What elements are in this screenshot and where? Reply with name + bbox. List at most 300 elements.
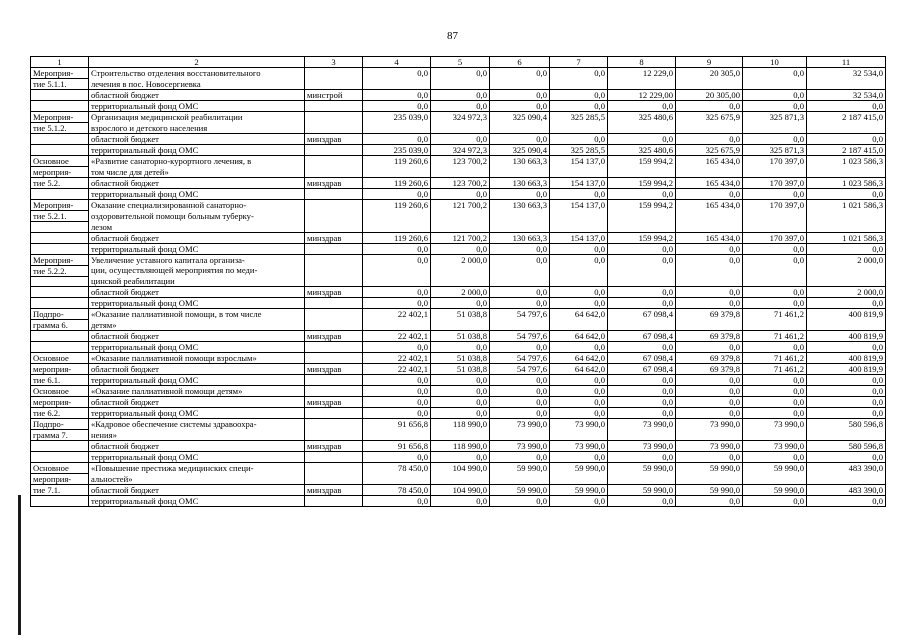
row-value: 0,0 [363, 134, 431, 145]
row-value: 0,0 [490, 254, 550, 265]
table-row [31, 408, 886, 419]
row-value: 32 534,0 [807, 68, 886, 79]
row-value [431, 474, 490, 485]
row-value: 59 990,0 [743, 485, 807, 496]
row-value: 0,0 [676, 397, 743, 408]
row-value: 119 260,6 [363, 178, 431, 189]
row-description: территориальный фонд ОМС [89, 101, 305, 112]
row-value: 59 990,0 [550, 463, 608, 474]
row-value: 0,0 [676, 134, 743, 145]
row-value: 154 137,0 [550, 178, 608, 189]
row-value: 12 229,0 [608, 68, 676, 79]
row-value: 0,0 [743, 243, 807, 254]
row-value: 0,0 [807, 134, 886, 145]
row-description: том числе для детей» [89, 167, 305, 178]
table-row [31, 101, 886, 112]
row-description: цинской реабилитации [89, 276, 305, 287]
row-value [743, 430, 807, 441]
row-value: 325 090,4 [490, 112, 550, 123]
row-value: 0,0 [363, 386, 431, 397]
row-program-label: Основное [31, 386, 89, 397]
table-row [31, 79, 886, 90]
row-value: 2 000,0 [807, 287, 886, 298]
scan-edge-mark [18, 495, 21, 635]
row-executor [305, 430, 363, 441]
table-row [31, 167, 886, 178]
row-value: 123 700,2 [431, 156, 490, 167]
row-value: 400 819,9 [807, 309, 886, 320]
row-value: 170 397,0 [743, 156, 807, 167]
row-description: областной бюджет [89, 287, 305, 298]
row-value [743, 167, 807, 178]
row-value: 0,0 [743, 397, 807, 408]
row-executor [305, 79, 363, 90]
row-value: 170 397,0 [743, 232, 807, 243]
row-value: 0,0 [490, 90, 550, 101]
row-value [550, 320, 608, 331]
row-value: 325 871,3 [743, 145, 807, 156]
row-value: 59 990,0 [490, 485, 550, 496]
row-executor [305, 375, 363, 386]
row-value: 0,0 [676, 386, 743, 397]
row-value: 0,0 [431, 496, 490, 507]
row-value: 0,0 [743, 134, 807, 145]
row-value: 0,0 [431, 408, 490, 419]
row-value [431, 167, 490, 178]
row-value: 0,0 [550, 287, 608, 298]
row-value: 71 461,2 [743, 331, 807, 342]
row-value: 20 305,0 [676, 68, 743, 79]
row-program-label [31, 222, 89, 233]
row-value: 54 797,6 [490, 353, 550, 364]
row-value: 32 534,0 [807, 90, 886, 101]
table-row [31, 375, 886, 386]
row-executor: минздрав [305, 178, 363, 189]
row-value: 165 434,0 [676, 156, 743, 167]
table-row [31, 342, 886, 353]
row-value: 118 990,0 [431, 419, 490, 430]
row-value [807, 276, 886, 287]
row-value: 0,0 [807, 386, 886, 397]
row-value [676, 430, 743, 441]
row-value: 0,0 [608, 243, 676, 254]
row-program-label [31, 342, 89, 353]
row-value [608, 123, 676, 134]
row-value: 159 994,2 [608, 232, 676, 243]
row-value: 0,0 [807, 243, 886, 254]
row-value: 580 596,8 [807, 441, 886, 452]
row-value [363, 320, 431, 331]
row-executor: минздрав [305, 441, 363, 452]
row-value: 325 480,6 [608, 112, 676, 123]
table-row [31, 320, 886, 331]
row-value: 0,0 [363, 342, 431, 353]
row-value: 159 994,2 [608, 200, 676, 211]
row-value: 0,0 [676, 408, 743, 419]
column-header: 4 [363, 57, 431, 68]
row-description: лечения в пос. Новосергиевка [89, 79, 305, 90]
row-value: 580 596,8 [807, 419, 886, 430]
row-program-label [31, 287, 89, 298]
row-executor [305, 200, 363, 211]
row-value: 0,0 [608, 101, 676, 112]
row-value: 67 098,4 [608, 309, 676, 320]
row-value: 0,0 [743, 375, 807, 386]
row-value: 0,0 [550, 397, 608, 408]
row-value: 154 137,0 [550, 232, 608, 243]
row-value: 325 675,9 [676, 112, 743, 123]
row-description: взрослого и детского населения [89, 123, 305, 134]
row-value [550, 167, 608, 178]
table-row [31, 353, 886, 364]
row-description: территориальный фонд ОМС [89, 375, 305, 386]
row-value: 59 990,0 [743, 463, 807, 474]
row-value: 64 642,0 [550, 353, 608, 364]
row-value [550, 276, 608, 287]
table-row [31, 156, 886, 167]
row-program-label [31, 232, 89, 243]
row-description: областной бюджет [89, 134, 305, 145]
row-value: 154 137,0 [550, 156, 608, 167]
row-value: 2 187 415,0 [807, 112, 886, 123]
row-description: областной бюджет [89, 397, 305, 408]
row-program-label [31, 189, 89, 200]
row-program-label: Мероприя- [31, 112, 89, 123]
row-program-label [31, 452, 89, 463]
row-value: 71 461,2 [743, 364, 807, 375]
row-value [743, 222, 807, 233]
row-value: 1 021 586,3 [807, 200, 886, 211]
row-value: 130 663,3 [490, 178, 550, 189]
row-value: 0,0 [743, 298, 807, 309]
row-value: 22 402,1 [363, 331, 431, 342]
table-row [31, 474, 886, 485]
row-value: 0,0 [550, 243, 608, 254]
row-program-label: мероприя- [31, 167, 89, 178]
row-program-label: мероприя- [31, 397, 89, 408]
row-value [363, 474, 431, 485]
row-value: 0,0 [431, 298, 490, 309]
row-value: 119 260,6 [363, 232, 431, 243]
row-description: оздоровительной помощи больным туберку- [89, 211, 305, 222]
row-value: 325 675,9 [676, 145, 743, 156]
row-program-label: тие 5.2.2. [31, 265, 89, 276]
row-executor: минздрав [305, 331, 363, 342]
column-header: 1 [31, 57, 89, 68]
row-value: 73 990,0 [550, 441, 608, 452]
row-value [490, 276, 550, 287]
row-program-label [31, 243, 89, 254]
row-description: «Развитие санаторно-курортного лечения, в [89, 156, 305, 167]
row-value [431, 123, 490, 134]
row-executor [305, 320, 363, 331]
row-value [807, 123, 886, 134]
row-executor [305, 243, 363, 254]
row-value: 2 187 415,0 [807, 145, 886, 156]
row-program-label: тие 5.2. [31, 178, 89, 189]
row-executor [305, 353, 363, 364]
row-value: 73 990,0 [550, 419, 608, 430]
row-value [743, 79, 807, 90]
row-value: 0,0 [490, 408, 550, 419]
table-row [31, 222, 886, 233]
row-value: 0,0 [608, 134, 676, 145]
row-value: 154 137,0 [550, 200, 608, 211]
row-value [431, 79, 490, 90]
row-value: 51 038,8 [431, 309, 490, 320]
table-row [31, 452, 886, 463]
row-value: 0,0 [807, 101, 886, 112]
row-value: 400 819,9 [807, 331, 886, 342]
row-description: областной бюджет [89, 178, 305, 189]
row-program-label: Основное [31, 463, 89, 474]
row-value [807, 265, 886, 276]
row-value: 69 379,8 [676, 309, 743, 320]
row-value: 0,0 [743, 408, 807, 419]
column-header: 7 [550, 57, 608, 68]
row-program-label [31, 298, 89, 309]
column-header: 9 [676, 57, 743, 68]
row-description: «Повышение престижа медицинских специ- [89, 463, 305, 474]
row-value: 0,0 [431, 189, 490, 200]
row-value: 0,0 [490, 298, 550, 309]
row-value: 0,0 [550, 68, 608, 79]
row-value: 1 023 586,3 [807, 178, 886, 189]
row-value: 0,0 [490, 342, 550, 353]
row-program-label [31, 441, 89, 452]
row-value [676, 222, 743, 233]
row-executor [305, 254, 363, 265]
row-description: «Кадровое обеспечение системы здравоохра- [89, 419, 305, 430]
row-program-label [31, 276, 89, 287]
row-value: 0,0 [363, 243, 431, 254]
row-value: 104 990,0 [431, 463, 490, 474]
row-program-label [31, 145, 89, 156]
row-value: 400 819,9 [807, 353, 886, 364]
row-value: 59 990,0 [608, 463, 676, 474]
row-value: 0,0 [550, 375, 608, 386]
row-value: 0,0 [676, 189, 743, 200]
row-value: 0,0 [363, 298, 431, 309]
row-value: 22 402,1 [363, 364, 431, 375]
table-row [31, 441, 886, 452]
row-executor [305, 309, 363, 320]
row-value: 71 461,2 [743, 309, 807, 320]
row-value: 73 990,0 [490, 441, 550, 452]
row-program-label: Основное [31, 353, 89, 364]
row-value [608, 265, 676, 276]
row-description: территориальный фонд ОМС [89, 243, 305, 254]
row-value: 325 480,6 [608, 145, 676, 156]
row-executor [305, 298, 363, 309]
row-executor: минздрав [305, 485, 363, 496]
column-header: 2 [89, 57, 305, 68]
row-value: 165 434,0 [676, 178, 743, 189]
row-value: 130 663,3 [490, 156, 550, 167]
row-value: 0,0 [676, 298, 743, 309]
row-value: 0,0 [431, 386, 490, 397]
row-value: 0,0 [743, 342, 807, 353]
row-value: 0,0 [676, 452, 743, 463]
row-executor [305, 112, 363, 123]
row-value: 51 038,8 [431, 353, 490, 364]
row-executor [305, 452, 363, 463]
row-description: нения» [89, 430, 305, 441]
row-value: 0,0 [743, 452, 807, 463]
row-value: 119 260,6 [363, 200, 431, 211]
row-value: 0,0 [550, 189, 608, 200]
table-row [31, 178, 886, 189]
table-row [31, 134, 886, 145]
table-row [31, 276, 886, 287]
row-value [743, 320, 807, 331]
row-executor [305, 342, 363, 353]
row-value [490, 222, 550, 233]
row-value [490, 320, 550, 331]
row-value: 0,0 [676, 243, 743, 254]
row-value: 22 402,1 [363, 353, 431, 364]
row-executor [305, 211, 363, 222]
row-value: 0,0 [807, 496, 886, 507]
row-value: 0,0 [431, 342, 490, 353]
row-executor [305, 156, 363, 167]
row-value: 0,0 [363, 254, 431, 265]
row-value: 324 972,3 [431, 145, 490, 156]
row-value: 0,0 [363, 90, 431, 101]
row-description: территориальный фонд ОМС [89, 145, 305, 156]
row-description: территориальный фонд ОМС [89, 342, 305, 353]
row-value: 0,0 [807, 397, 886, 408]
table-row [31, 200, 886, 211]
row-executor: минздрав [305, 232, 363, 243]
table-row [31, 145, 886, 156]
row-value [608, 79, 676, 90]
row-value [807, 79, 886, 90]
row-program-label: тие 6.2. [31, 408, 89, 419]
row-value: 0,0 [608, 254, 676, 265]
row-value: 0,0 [608, 452, 676, 463]
row-value: 0,0 [363, 101, 431, 112]
row-value: 1 023 586,3 [807, 156, 886, 167]
row-value: 54 797,6 [490, 364, 550, 375]
row-value: 67 098,4 [608, 364, 676, 375]
row-program-label: тие 6.1. [31, 375, 89, 386]
table-row [31, 265, 886, 276]
row-description: областной бюджет [89, 232, 305, 243]
row-value: 59 990,0 [608, 485, 676, 496]
row-value: 2 000,0 [431, 287, 490, 298]
table-row [31, 298, 886, 309]
row-value: 73 990,0 [608, 419, 676, 430]
row-value [676, 265, 743, 276]
table-row [31, 364, 886, 375]
row-value [807, 474, 886, 485]
row-value: 0,0 [431, 397, 490, 408]
table-body [31, 68, 886, 507]
row-value: 123 700,2 [431, 178, 490, 189]
row-value: 0,0 [490, 496, 550, 507]
row-value: 324 972,3 [431, 112, 490, 123]
column-header: 10 [743, 57, 807, 68]
row-value [676, 474, 743, 485]
row-value: 73 990,0 [676, 419, 743, 430]
row-description: областной бюджет [89, 485, 305, 496]
row-program-label [31, 496, 89, 507]
row-program-label: тие 5.1.2. [31, 123, 89, 134]
row-value [743, 265, 807, 276]
row-program-label: мероприя- [31, 474, 89, 485]
row-description: областной бюджет [89, 90, 305, 101]
table-row [31, 331, 886, 342]
row-value: 0,0 [550, 342, 608, 353]
row-value [490, 265, 550, 276]
row-executor [305, 419, 363, 430]
row-program-label: Подпро- [31, 309, 89, 320]
row-value [608, 276, 676, 287]
row-value: 0,0 [490, 452, 550, 463]
row-value [743, 276, 807, 287]
row-description: территориальный фонд ОМС [89, 408, 305, 419]
row-program-label: Мероприя- [31, 200, 89, 211]
table-row [31, 386, 886, 397]
row-executor [305, 167, 363, 178]
table-row [31, 419, 886, 430]
row-value: 0,0 [431, 243, 490, 254]
row-value [490, 474, 550, 485]
column-header: 5 [431, 57, 490, 68]
row-value [807, 320, 886, 331]
row-value [431, 211, 490, 222]
row-value: 0,0 [431, 134, 490, 145]
row-value [676, 276, 743, 287]
row-value: 73 990,0 [608, 441, 676, 452]
row-value: 0,0 [608, 298, 676, 309]
row-value: 0,0 [608, 496, 676, 507]
table-row [31, 397, 886, 408]
row-value: 0,0 [807, 342, 886, 353]
row-description: детям» [89, 320, 305, 331]
row-value [807, 430, 886, 441]
row-value: 0,0 [550, 496, 608, 507]
row-value: 0,0 [550, 90, 608, 101]
table-row [31, 496, 886, 507]
row-value: 0,0 [608, 408, 676, 419]
row-description: областной бюджет [89, 441, 305, 452]
budget-table [30, 56, 886, 507]
row-value: 0,0 [550, 452, 608, 463]
row-value [490, 79, 550, 90]
row-value: 69 379,8 [676, 364, 743, 375]
row-value: 59 990,0 [676, 463, 743, 474]
row-value: 22 402,1 [363, 309, 431, 320]
row-value: 91 656,8 [363, 441, 431, 452]
table-row [31, 68, 886, 79]
row-value: 0,0 [490, 287, 550, 298]
row-value: 0,0 [608, 287, 676, 298]
row-value [550, 265, 608, 276]
table-row [31, 287, 886, 298]
row-value [550, 79, 608, 90]
row-value: 0,0 [743, 68, 807, 79]
row-value: 69 379,8 [676, 331, 743, 342]
row-value [431, 265, 490, 276]
row-value: 0,0 [363, 452, 431, 463]
row-value: 54 797,6 [490, 331, 550, 342]
row-value [431, 222, 490, 233]
row-executor [305, 68, 363, 79]
row-executor [305, 189, 363, 200]
table-row [31, 189, 886, 200]
